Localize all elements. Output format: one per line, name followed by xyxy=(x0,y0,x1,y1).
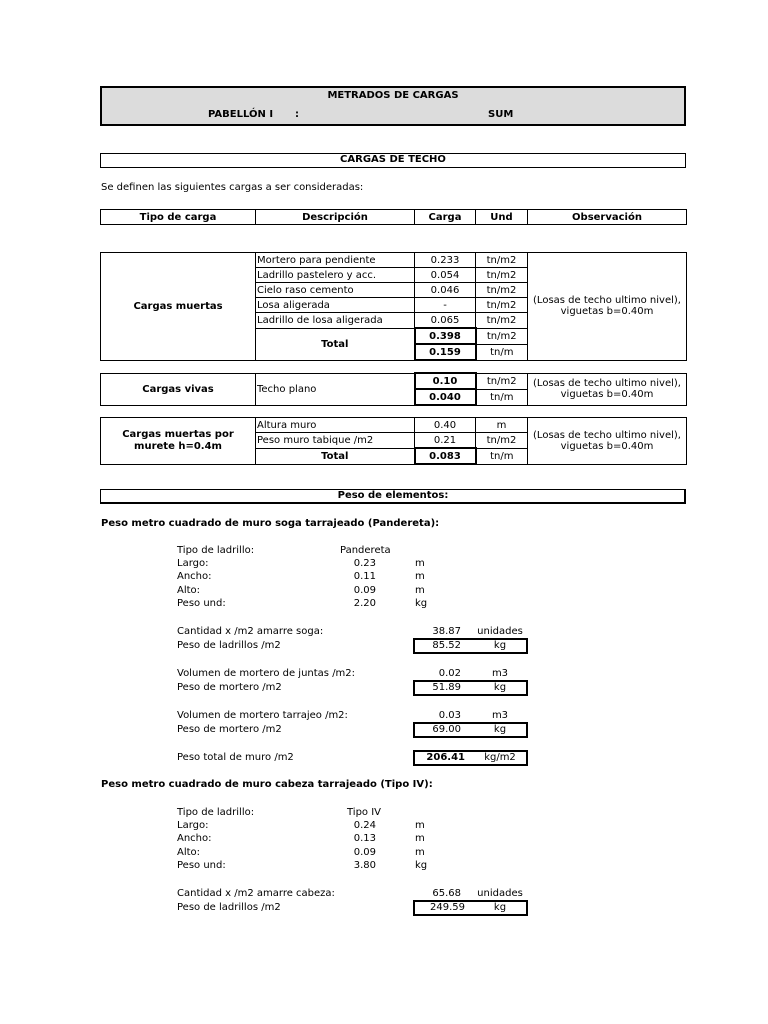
cabeza-prop-label: Ancho: xyxy=(177,833,212,844)
muertas-obs-line1: (Losas de techo ultimo nivel), xyxy=(533,295,681,307)
muertas-und: tn/m2 xyxy=(476,253,528,268)
cabeza-peso-ladrillos-value: 249.59 xyxy=(430,902,465,913)
soga-peso-mortero-value: 51.89 xyxy=(432,682,461,693)
cabeza-prop-value: 0.09 xyxy=(353,847,376,858)
soga-cantidad-unit: unidades xyxy=(477,626,523,637)
soga-peso-mortero2-unit: kg xyxy=(493,724,507,735)
pabellon-label: PABELLÓN I xyxy=(208,109,274,120)
cabeza-cantidad-value: 65.68 xyxy=(432,888,461,899)
muertas-label: Cargas muertas xyxy=(101,253,256,361)
soga-prop-unit: m xyxy=(415,585,425,596)
cabeza-heading: Peso metro cuadrado de muro cabeza tarrajeado (Tipo IV): xyxy=(101,779,433,790)
soga-prop-unit: m xyxy=(415,571,425,582)
cabeza-prop-value: 3.80 xyxy=(353,860,376,871)
muertas-total-und2: tn/m xyxy=(476,344,528,360)
murete-total-label: Total xyxy=(256,448,415,464)
soga-prop-label: Ancho: xyxy=(177,571,212,582)
muertas-und: tn/m2 xyxy=(476,313,528,329)
murete-label-line2: murete h=0.4m xyxy=(134,440,222,452)
cabeza-cantidad-unit: unidades xyxy=(477,888,523,899)
muertas-und: tn/m2 xyxy=(476,268,528,283)
soga-peso-mortero-unit: kg xyxy=(493,682,507,693)
vivas-label: Cargas vivas xyxy=(101,373,256,405)
soga-prop-value: 0.11 xyxy=(353,571,376,582)
vivas-observacion xyxy=(528,373,687,405)
muertas-obs-line2: viguetas b=0.40m xyxy=(560,306,654,318)
muertas-und: tn/m2 xyxy=(476,283,528,298)
cargas-techo-title: CARGAS DE TECHO xyxy=(340,154,446,165)
pabellon-colon: : xyxy=(295,109,299,120)
murete-label xyxy=(101,418,256,465)
muertas-total-label: Total xyxy=(256,328,415,360)
soga-prop-label: Largo: xyxy=(177,558,209,569)
cabeza-peso-ladrillos-label: Peso de ladrillos /m2 xyxy=(177,902,281,913)
header-observacion: Observación xyxy=(528,210,687,225)
cabeza-prop-value: 0.24 xyxy=(353,820,376,831)
soga-prop-value: 0.09 xyxy=(353,585,376,596)
vivas-carga1: 0.10 xyxy=(415,373,476,389)
muertas-carga: 0.233 xyxy=(415,253,476,268)
vivas-und2: tn/m xyxy=(476,389,528,405)
cabeza-prop-unit: m xyxy=(415,820,425,831)
cabeza-prop-label: Peso und: xyxy=(177,860,226,871)
soga-total-unit: kg/m2 xyxy=(484,752,516,763)
soga-prop-value: 0.23 xyxy=(353,558,376,569)
murete-table xyxy=(100,417,687,465)
muertas-desc: Ladrillo pastelero y acc. xyxy=(256,268,415,283)
vivas-obs-line1: (Losas de techo ultimo nivel), xyxy=(533,378,681,389)
murete-label-line1: Cargas muertas por xyxy=(122,428,234,440)
soga-peso-mortero-label: Peso de mortero /m2 xyxy=(177,682,282,693)
soga-tipo-value: Pandereta xyxy=(340,545,391,556)
header-descripcion: Descripción xyxy=(256,210,415,225)
soga-peso-mortero2-label: Peso de mortero /m2 xyxy=(177,724,282,735)
soga-vol-juntas-unit: m3 xyxy=(491,668,509,679)
muertas-carga: - xyxy=(415,298,476,313)
header-carga: Carga xyxy=(415,210,476,225)
cabeza-tipo-label: Tipo de ladrillo: xyxy=(177,807,255,818)
soga-prop-label: Alto: xyxy=(177,585,201,596)
soga-vol-juntas-value: 0.02 xyxy=(438,668,461,679)
muertas-carga: 0.054 xyxy=(415,268,476,283)
soga-prop-unit: kg xyxy=(415,598,428,609)
header-tipo: Tipo de carga xyxy=(101,210,256,225)
cargas-muertas-table xyxy=(100,252,687,361)
cabeza-prop-unit: kg xyxy=(415,860,428,871)
cabeza-peso-ladrillos-unit: kg xyxy=(493,902,507,913)
vivas-obs-line2: viguetas b=0.40m xyxy=(560,389,654,400)
soga-prop-value: 2.20 xyxy=(353,598,376,609)
muertas-total-tn-m2: 0.398 xyxy=(415,328,476,344)
cabeza-prop-label: Largo: xyxy=(177,820,209,831)
vivas-desc: Techo plano xyxy=(256,373,415,405)
murete-observacion xyxy=(528,418,687,465)
soga-prop-unit: m xyxy=(415,558,425,569)
muertas-observacion xyxy=(528,253,687,361)
cabeza-prop-label: Alto: xyxy=(177,847,201,858)
soga-vol-tarrajeo-value: 0.03 xyxy=(438,710,461,721)
murete-und: m xyxy=(476,418,528,433)
murete-und: tn/m2 xyxy=(476,433,528,449)
muertas-carga: 0.065 xyxy=(415,313,476,329)
header-und: Und xyxy=(476,210,528,225)
soga-cantidad-value: 38.87 xyxy=(432,626,461,637)
soga-vol-juntas-label: Volumen de mortero de juntas /m2: xyxy=(177,668,356,679)
soga-tipo-label: Tipo de ladrillo: xyxy=(177,545,255,556)
murete-total-und: tn/m xyxy=(476,448,528,464)
soga-peso-ladrillos-label: Peso de ladrillos /m2 xyxy=(177,640,281,651)
cabeza-prop-value: 0.13 xyxy=(353,833,376,844)
muertas-desc: Ladrillo de losa aligerada xyxy=(256,313,415,329)
peso-elementos-title: Peso de elementos: xyxy=(337,490,449,501)
murete-obs-line1: (Losas de techo ultimo nivel), xyxy=(533,429,681,441)
cabeza-tipo-value: Tipo IV xyxy=(347,807,382,818)
muertas-desc: Cielo raso cemento xyxy=(256,283,415,298)
vivas-und1: tn/m2 xyxy=(476,373,528,389)
murete-desc: Peso muro tabique /m2 xyxy=(256,433,415,449)
murete-obs-line2: viguetas b=0.40m xyxy=(560,440,654,452)
soga-peso-mortero2-value: 69.00 xyxy=(432,724,461,735)
soga-cantidad-label: Cantidad x /m2 amarre soga: xyxy=(177,626,324,637)
muertas-und: tn/m2 xyxy=(476,298,528,313)
document-title: METRADOS DE CARGAS xyxy=(327,90,459,101)
murete-carga: 0.21 xyxy=(415,433,476,449)
cargas-vivas-table xyxy=(100,372,687,406)
soga-vol-tarrajeo-label: Volumen de mortero tarrajeo /m2: xyxy=(177,710,348,721)
soga-prop-label: Peso und: xyxy=(177,598,226,609)
soga-total-value: 206.41 xyxy=(426,752,465,763)
soga-total-label: Peso total de muro /m2 xyxy=(177,752,294,763)
cabeza-prop-unit: m xyxy=(415,847,425,858)
muertas-total-und1: tn/m2 xyxy=(476,328,528,344)
murete-desc: Altura muro xyxy=(256,418,415,433)
soga-peso-ladrillos-unit: kg xyxy=(493,640,507,651)
cargas-header-table xyxy=(100,209,687,225)
cabeza-cantidad-label: Cantidad x /m2 amarre cabeza: xyxy=(177,888,335,899)
vivas-carga2: 0.040 xyxy=(415,389,476,405)
muertas-desc: Losa aligerada xyxy=(256,298,415,313)
muertas-carga: 0.046 xyxy=(415,283,476,298)
soga-heading: Peso metro cuadrado de muro soga tarrajeado (Pandereta): xyxy=(101,518,440,529)
soga-peso-ladrillos-value: 85.52 xyxy=(432,640,461,651)
murete-carga: 0.40 xyxy=(415,418,476,433)
cargas-techo-intro: Se definen las siguientes cargas a ser consideradas: xyxy=(101,182,364,193)
cabeza-prop-unit: m xyxy=(415,833,425,844)
muertas-desc: Mortero para pendiente xyxy=(256,253,415,268)
pabellon-value: SUM xyxy=(488,109,514,120)
soga-vol-tarrajeo-unit: m3 xyxy=(491,710,509,721)
muertas-total-tn-m: 0.159 xyxy=(415,344,476,360)
murete-total: 0.083 xyxy=(415,448,476,464)
